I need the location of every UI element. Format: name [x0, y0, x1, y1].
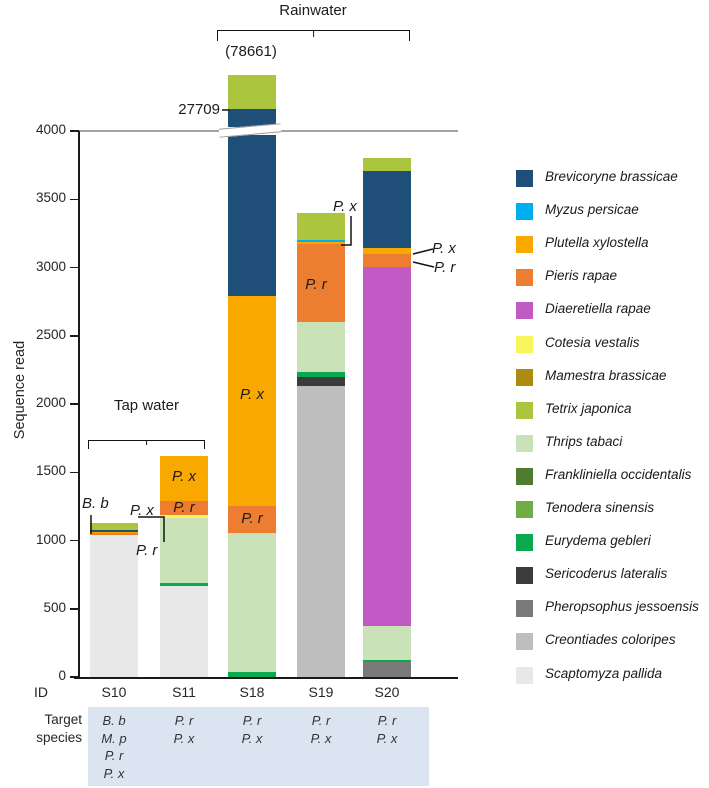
s18-break-value-label: 27709: [178, 101, 220, 118]
legend-label-tt: Thrips tabaci: [545, 433, 623, 449]
legend-label-dr: Diaeretiella rapae: [545, 301, 651, 317]
legend-swatch-ts: [516, 501, 533, 518]
y-axis-tick-label: 0: [58, 668, 66, 683]
bar-segment-tt: [363, 626, 411, 660]
bar-segment-bb: [90, 530, 138, 532]
bar-segment-px: [363, 248, 411, 253]
legend-label-sp: Scaptomyza pallida: [545, 665, 663, 681]
legend-swatch-bb: [516, 170, 533, 187]
s11-px-label: P. x: [172, 468, 196, 485]
target-species-entry: B. b: [102, 713, 126, 728]
bar-segment-dr: [363, 267, 411, 626]
y-axis-tick: [70, 608, 79, 610]
y-axis-tick-label: 3000: [35, 258, 66, 274]
legend-swatch-cc: [516, 633, 533, 650]
bar-segment-pj: [363, 662, 411, 677]
bar-segment-pr: [363, 254, 411, 267]
bar-segment-sp: [90, 535, 138, 677]
target-species-entry: P. r: [174, 713, 194, 728]
legend-swatch-px: [516, 236, 533, 253]
rainwater-bracket: [217, 30, 410, 41]
s18-total-label: (78661): [225, 43, 277, 60]
bar-id-label: S18: [239, 684, 265, 700]
bar-segment-cc: [297, 386, 345, 677]
y-axis-title: Sequence read: [12, 340, 28, 440]
y-axis-tick-label: 1000: [35, 531, 66, 547]
id-row-label: ID: [34, 684, 48, 700]
tap-water-bracket: [88, 440, 205, 449]
legend-swatch-mb: [516, 369, 533, 386]
target-label-line2: species: [36, 730, 82, 745]
target-species-entry: P. r: [242, 713, 262, 728]
legend-swatch-tt: [516, 435, 533, 452]
legend-label-cv: Cotesia vestalis: [545, 334, 640, 350]
legend-label-pr: Pieris rapae: [545, 268, 618, 284]
bar-segment-px: [297, 242, 345, 244]
legend-label-cc: Creontiades coloripes: [545, 632, 676, 648]
legend-swatch-sl: [516, 567, 533, 584]
bar-id-label: S19: [308, 684, 334, 700]
target-species-entry: P. x: [376, 730, 398, 746]
legend-label-mb: Mamestra brassicae: [545, 367, 667, 383]
legend-swatch-mp: [516, 203, 533, 220]
bar-segment-tt: [297, 322, 345, 372]
s20-px-leader-line: [413, 249, 433, 254]
bar-segment-pr: [90, 533, 138, 535]
legend-label-sl: Sericoderus lateralis: [545, 566, 668, 582]
tap-water-group-label: Tap water: [113, 397, 180, 414]
y-axis-tick-label: 3500: [35, 190, 66, 206]
legend-label-px: Plutella xylostella: [545, 235, 649, 251]
y-axis-tick-label: 2500: [35, 326, 66, 342]
y-axis-tick: [70, 267, 79, 269]
legend-label-eg: Eurydema gebleri: [545, 533, 651, 549]
bar-segment-eg: [160, 583, 208, 586]
legend-swatch-pj: [516, 600, 533, 617]
y-axis-tick: [70, 130, 79, 132]
bar-segment-sp: [160, 586, 208, 677]
target-species-entry: P. r: [311, 713, 331, 728]
bar-segment-tj: [363, 158, 411, 171]
legend-swatch-fo: [516, 468, 533, 485]
target-species-column: [228, 712, 276, 747]
bracket-center-tick: [146, 440, 148, 445]
y-axis-tick-label: 4000: [35, 122, 66, 137]
s19-pr-label: P. r: [305, 276, 327, 293]
bar-segment-above-break-tj: [228, 75, 276, 109]
legend-swatch-eg: [516, 534, 533, 551]
bar-id-label: S11: [172, 684, 196, 700]
s10-pr-label: P. r: [136, 542, 158, 559]
bar-segment-tt: [160, 518, 208, 583]
s10-bb-label: B. b: [82, 495, 109, 512]
bar-id-label: S20: [374, 684, 400, 700]
legend-label-fo: Frankliniella occidentalis: [545, 466, 692, 482]
target-species-row-label: [2, 711, 82, 747]
target-label-line1: Target: [44, 712, 82, 727]
rainwater-group-label: Rainwater: [279, 2, 347, 19]
bar-segment-tj: [297, 213, 345, 240]
bar-segment-bb: [228, 135, 276, 297]
legend-swatch-dr: [516, 302, 533, 319]
bar-segment-eg: [297, 372, 345, 377]
target-species-column: [297, 712, 345, 747]
legend-label-ts: Tenodera sinensis: [545, 500, 655, 515]
y-axis-tick: [70, 540, 79, 542]
legend-swatch-tj: [516, 402, 533, 419]
bar-segment-sl: [297, 377, 345, 387]
target-species-entry: P. x: [103, 765, 125, 781]
s20-pr-leader-line: [413, 262, 434, 267]
y-axis-tick-label: 2000: [35, 395, 66, 410]
target-species-entry: P. r: [377, 713, 397, 728]
bar-segment-eg: [363, 660, 411, 662]
legend-label-bb: Brevicoryne brassicae: [545, 169, 678, 184]
bar-segment-tt: [228, 533, 276, 672]
x-axis-line: [74, 677, 458, 679]
legend-label-pj: Pheropsophus jessoensis: [545, 599, 699, 615]
y-axis-tick: [70, 472, 79, 474]
s10-px-label: P. x: [130, 502, 154, 519]
y-axis-tick: [70, 335, 79, 337]
y-axis-tick: [70, 676, 79, 678]
legend-swatch-cv: [516, 336, 533, 353]
s20-px-label: P. x: [432, 240, 456, 257]
y-axis-tick: [70, 199, 79, 201]
target-species-column: [160, 712, 208, 747]
target-species-entry: M. p: [101, 730, 127, 746]
s18-px-label: P. x: [240, 386, 264, 403]
target-species-column: [363, 712, 411, 747]
bracket-center-tick: [313, 30, 315, 37]
bar-segment-mp: [297, 240, 345, 243]
y-axis-tick: [70, 403, 79, 405]
legend-label-mp: Myzus persicae: [545, 202, 639, 218]
legend-swatch-sp: [516, 667, 533, 684]
legend-swatch-pr: [516, 269, 533, 286]
target-species-entry: P. x: [241, 730, 263, 746]
target-species-column: [90, 712, 138, 782]
target-species-entry: P. r: [104, 748, 124, 763]
bar-id-label: S10: [101, 684, 127, 700]
y-axis-tick-label: 500: [43, 599, 66, 615]
s11-pr-label: P. r: [173, 499, 195, 516]
s19-px-label: P. x: [333, 198, 357, 215]
bar-segment-bb: [363, 171, 411, 249]
y-axis-tick-label: 1500: [35, 463, 66, 479]
s20-pr-label: P. r: [434, 259, 456, 276]
bar-segment-tj: [90, 523, 138, 531]
legend-label-tj: Tetrix japonica: [545, 400, 632, 416]
target-species-entry: P. x: [173, 730, 195, 746]
s18-pr-label: P. r: [241, 510, 263, 527]
target-species-entry: P. x: [310, 730, 332, 746]
